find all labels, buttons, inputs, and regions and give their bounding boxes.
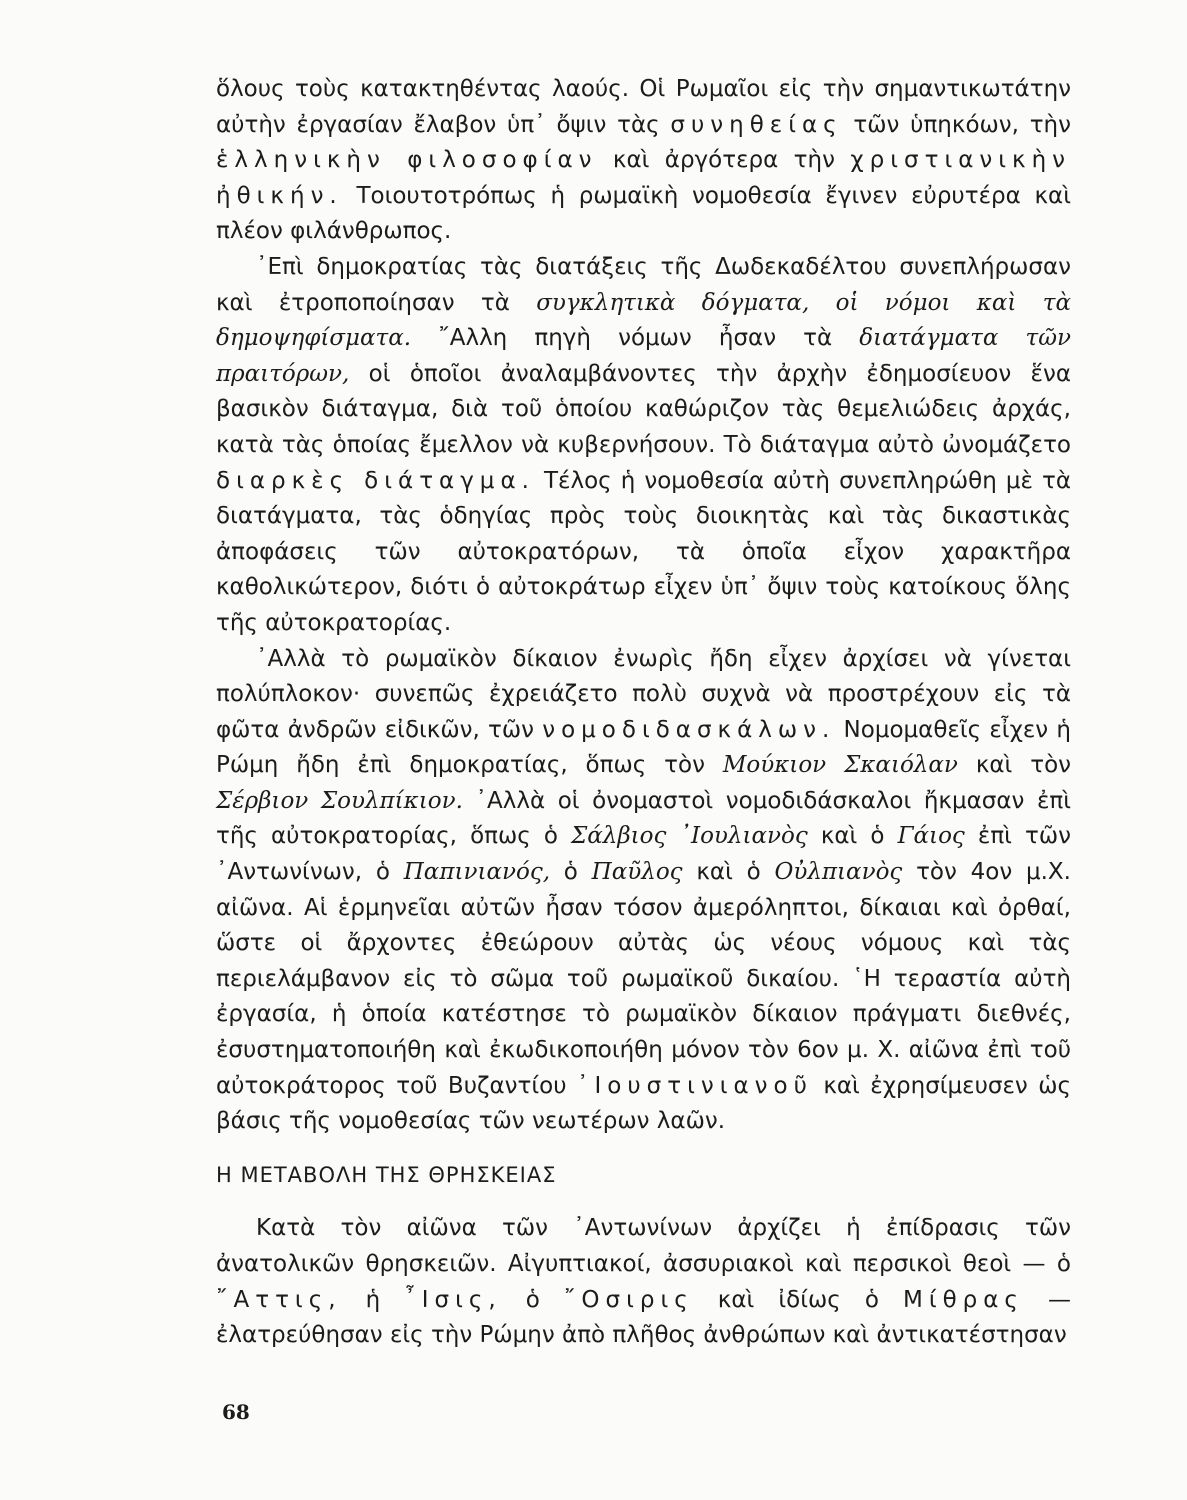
italic-name: Μούκιον Σκαιόλαν bbox=[722, 752, 958, 779]
text-run: τὸν 4ον μ.Χ. αἰῶνα. Αἱ ἑρμηνεῖαι αὐτῶν ἦσαν τόσον ἀμερόληπτοι, δίκαιαι καὶ ὀρθαί, ὥστε οἱ ἄρχοντες ἐθεώρουν αὐτὰς ὡς νέους νόμους καὶ τὰς περιελάμβανον εἰς τὸ σῶμα τοῦ ρωμαϊκοῦ δικαίου. ῾Η τεραστία αὐτὴ ἐργασία, ἡ ὁποία κατέστησε τὸ ρωμαϊκὸν δίκαιον πράγματι διεθνές, ἐσυστηματοποιήθη καὶ ἐκωδικοποιήθη μόνον τὸν 6ον μ. Χ. αἰῶνα ἐπὶ τοῦ αὐτοκράτορος τοῦ Βυζαντίου bbox=[216, 859, 1071, 1099]
italic-name: Οὐλπιανὸς bbox=[774, 859, 903, 886]
text-run: Τέλος ἡ νομοθεσία αὐτὴ συνεπληρώθη μὲ τὰ διατάγματα, τὰς ὁδηγίας πρὸς τοὺς διοικητὰς καὶ τὰς δικαστικὰς ἀποφάσεις τῶν αὐτοκρατόρων, τὰ ὁποῖα εἶχον χαρακτῆρα καθολικώτερον, διότι ὁ αὐτοκράτωρ εἶχεν ὑπ᾽ ὄψιν τοὺς κατοίκους ὅλης τῆς αὐτοκρατορίας. bbox=[216, 467, 1071, 636]
text-run: ῎Αλλη πηγὴ νόμων ἦσαν τὰ bbox=[411, 325, 860, 352]
paragraph-2 bbox=[216, 250, 1071, 642]
text-run: καὶ ὁ bbox=[682, 859, 775, 886]
text-run: ὅλους τοὺς κατακτηθέντας λαούς. Οἱ Ρωμαῖοι εἰς τὴν σημαντικωτάτην αὐτὴν ἐργασίαν ἔλαβον ὑπ᾽ ὄψιν τὰς bbox=[216, 76, 1071, 138]
text-run: Κατὰ τὸν αἰῶνα τῶν ᾽Αντωνίνων ἀρχίζει ἡ ἐπίδρασις τῶν ἀνατολικῶν θρησκειῶν. Αἰγυπτιακοί, ἀσσυριακοὶ καὶ περσικοὶ θεοὶ — ὁ bbox=[216, 1215, 1071, 1277]
spaced-term: συνηθείας bbox=[670, 111, 843, 138]
spaced-term: ῎Αττις, bbox=[216, 1286, 342, 1313]
text-run: καὶ ἀργότερα τὴν bbox=[597, 147, 851, 174]
page-number: 68 bbox=[222, 1400, 250, 1424]
italic-name: Παπινιανός, bbox=[403, 859, 551, 886]
text-run: καὶ ἰδίως ὁ bbox=[693, 1286, 903, 1313]
text-run: — ἐλατρεύθησαν εἰς τὴν Ρώμην ἀπὸ πλῆθος ἀνθρώπων καὶ ἀντικατέστησαν bbox=[216, 1286, 1071, 1349]
text-run: τῶν ὑπηκόων, τὴν bbox=[842, 111, 1071, 138]
text-run: ἐπὶ τῶν ᾽Αντωνίνων, ὁ bbox=[216, 823, 1071, 886]
spaced-term: Μίθρας bbox=[902, 1286, 1024, 1313]
text-run: καὶ ὁ bbox=[807, 823, 898, 850]
italic-name: Γάιος bbox=[897, 823, 965, 850]
spaced-term: χριστιανικὴν ἠθικήν. bbox=[216, 147, 1072, 209]
text-run: καὶ τὸν bbox=[957, 752, 1072, 779]
text-run: ἡ bbox=[341, 1286, 405, 1313]
spaced-term: διαρκὲς διάταγμα. bbox=[216, 467, 535, 494]
italic-name: Σέρβιον Σουλπίκιον. bbox=[216, 787, 463, 814]
page-text bbox=[216, 72, 1071, 1354]
spaced-term: ᾽Ιουστινιανοῦ bbox=[577, 1072, 813, 1099]
italic-name: Παῦλος bbox=[591, 859, 683, 886]
text-run: Νομομαθεῖς εἶχεν ἡ Ρώμη ἤδη ἐπὶ δημοκρατίας, ὅπως τὸν bbox=[216, 716, 1071, 779]
text-run: ᾽Επὶ δημοκρατίας τὰς διατάξεις τῆς Δωδεκαδέλτου συνεπλήρωσαν καὶ ἐτροποποίησαν τὰ bbox=[216, 253, 1071, 316]
section-heading: Η ΜΕΤΑΒΟΛΗ ΤΗΣ ΘΡΗΣΚΕΙΑΣ bbox=[216, 1162, 557, 1187]
text-run: ᾽Αλλὰ οἱ ὀνομαστοὶ νομοδιδάσκαλοι ἤκμασαν ἐπὶ τῆς αὐτοκρατορίας, ὅπως ὁ bbox=[216, 787, 1072, 850]
italic-term: συγκλητικὰ δόγματα, οἱ νόμοι καὶ τὰ δημοψηφίσματα. bbox=[216, 289, 1071, 352]
text-run: ὁ bbox=[501, 1286, 564, 1313]
paragraph-3 bbox=[216, 642, 1071, 1140]
text-run: ὁ bbox=[550, 859, 592, 886]
paragraph-4 bbox=[216, 1211, 1071, 1353]
text-run: καὶ ἐχρησίμευσεν ὡς βάσις τῆς νομοθεσίας τῶν νεωτέρων λαῶν. bbox=[216, 1072, 1071, 1135]
spaced-term: ῏Ισις, bbox=[404, 1286, 502, 1313]
spaced-term: ἑλληνικὴν φιλοσοφίαν bbox=[216, 147, 598, 174]
text-run: οἱ ὁποῖοι ἀναλαμβάνοντες τὴν ἀρχὴν ἐδημοσίευον ἕνα βασικὸν διάταγμα, διὰ τοῦ ὁποίου καθώριζον τὰς θεμελιώδεις ἀρχάς, κατὰ τὰς ὁποίας ἔμελλον νὰ κυβερνήσουν. Τὸ διάταγμα αὐτὸ ὠνομάζετο bbox=[216, 360, 1071, 458]
text-run: Τοιουτοτρόπως ἡ ρωμαϊκὴ νομοθεσία ἔγινεν εὐρυτέρα καὶ πλέον φιλάνθρωπος. bbox=[216, 182, 1071, 245]
spaced-term: νομοδιδασκάλων. bbox=[542, 716, 836, 743]
italic-name: Σάλβιος ᾽Ιουλιανὸς bbox=[570, 823, 808, 850]
spaced-term: ῎Οσιρις bbox=[563, 1286, 694, 1313]
paragraph-1 bbox=[216, 72, 1071, 250]
italic-term: διατάγματα τῶν πραιτόρων, bbox=[216, 325, 1071, 387]
text-run: ᾽Αλλὰ τὸ ρωμαϊκὸν δίκαιον ἐνωρὶς ἤδη εἶχεν ἀρχίσει νὰ γίνεται πολύπλοκον· συνεπῶς ἐχρειάζετο πολὺ συχνὰ νὰ προστρέχουν εἰς τὰ φῶτα ἀνδρῶν εἰδικῶν, τῶν bbox=[216, 645, 1071, 743]
